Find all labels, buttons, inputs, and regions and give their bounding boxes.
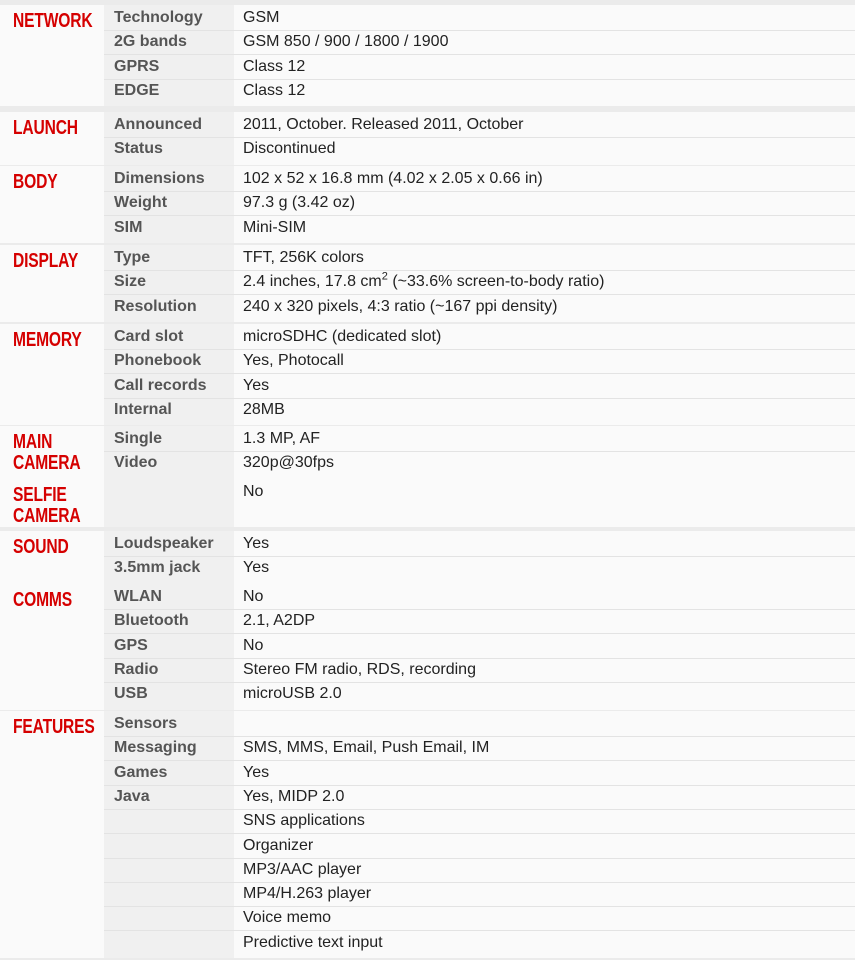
spec-label: Bluetooth — [114, 612, 189, 630]
spec-row — [104, 192, 855, 216]
spec-row — [104, 247, 855, 271]
spec-value-text: SNS applications — [243, 812, 365, 830]
section-category: DISPLAY — [13, 250, 79, 272]
spec-label: 3.5mm jack — [114, 559, 201, 577]
spec-value — [243, 661, 476, 679]
spec-value-text: SMS, MMS, Email, Push Email, IM — [243, 739, 490, 757]
spec-value-text: No — [243, 588, 264, 605]
spec-label: Phonebook — [114, 352, 202, 370]
spec-value — [243, 194, 355, 212]
spec-value-text: 320p@30fps — [243, 454, 334, 472]
spec-value — [243, 559, 269, 577]
spec-label: Java — [114, 787, 150, 805]
spec-value-text: 240 x 320 pixels, 4:3 ratio (~167 ppi density) — [243, 297, 558, 315]
spec-value — [243, 885, 371, 903]
spec-row — [104, 428, 855, 452]
spec-value — [243, 764, 269, 782]
spec-value-text: Yes — [243, 559, 270, 577]
spec-row — [104, 586, 855, 610]
spec-row — [104, 138, 855, 161]
spec-value — [243, 612, 315, 630]
spec-label: Sensors — [114, 715, 178, 732]
spec-value — [243, 116, 523, 134]
spec-value — [243, 837, 313, 855]
spec-row — [104, 810, 855, 834]
spec-value — [243, 58, 305, 76]
spec-section — [0, 324, 855, 425]
spec-value — [243, 9, 279, 27]
section-category: FEATURES — [13, 716, 95, 738]
spec-row — [104, 56, 855, 80]
spec-value-text: No — [243, 483, 264, 500]
spec-row — [104, 375, 855, 399]
spec-value-superscript: 2 — [381, 270, 388, 283]
spec-section — [0, 166, 855, 243]
spec-row — [104, 533, 855, 557]
spec-value-text: 28MB — [243, 400, 285, 418]
spec-row — [104, 326, 855, 350]
spec-section — [0, 584, 855, 710]
spec-value — [243, 170, 543, 188]
spec-row — [104, 737, 855, 761]
spec-label: Call records — [114, 376, 207, 394]
spec-label: Dimensions — [114, 170, 205, 187]
section-category: COMMS — [13, 589, 73, 611]
spec-row — [104, 835, 855, 859]
spec-section — [0, 426, 855, 479]
spec-value-text: Predictive text input — [243, 933, 383, 951]
spec-value-text: MP3/AAC player — [243, 860, 362, 878]
section-category: NETWORK — [13, 10, 93, 32]
spec-label: Card slot — [114, 328, 184, 345]
section-category: SELFIE CAMERA — [13, 484, 81, 527]
spec-value-text: GSM — [243, 9, 280, 26]
spec-row — [104, 932, 855, 955]
spec-label: WLAN — [114, 588, 162, 605]
spec-row — [104, 635, 855, 659]
spec-row — [104, 31, 855, 55]
spec-row — [104, 859, 855, 883]
spec-row — [104, 7, 855, 31]
spec-value-text: microSDHC (dedicated slot) — [243, 328, 442, 345]
spec-section — [0, 479, 855, 527]
section-category: BODY — [13, 171, 58, 193]
spec-value-text: Yes — [243, 535, 270, 552]
spec-row — [104, 610, 855, 634]
spec-label: GPRS — [114, 57, 160, 75]
spec-section — [0, 711, 855, 958]
spec-value — [243, 249, 364, 267]
spec-value — [243, 739, 489, 757]
spec-value — [243, 788, 344, 806]
spec-value-text: Mini-SIM — [243, 218, 307, 236]
spec-value-text: Discontinued — [243, 140, 336, 158]
spec-value-text: 2011, October. Released 2011, October — [243, 116, 524, 133]
spec-value — [243, 270, 605, 291]
spec-value — [243, 328, 441, 346]
spec-value — [243, 298, 557, 316]
spec-value — [243, 685, 342, 703]
spec-label: Technology — [114, 9, 203, 26]
section-category: SOUND — [13, 536, 69, 558]
spec-row — [104, 271, 855, 295]
spec-value — [243, 812, 365, 830]
spec-row — [104, 481, 855, 504]
spec-row — [104, 762, 855, 786]
spec-value — [243, 219, 306, 237]
spec-label: SIM — [114, 218, 143, 236]
spec-label: Messaging — [114, 739, 197, 757]
spec-value-text: Class 12 — [243, 81, 306, 99]
spec-value-text: 2.1, A2DP — [243, 612, 316, 630]
spec-value — [243, 140, 336, 158]
spec-row — [104, 557, 855, 580]
spec-row — [104, 296, 855, 319]
spec-value-text: Yes, Photocall — [243, 352, 344, 370]
section-category: MEMORY — [13, 329, 82, 351]
spec-row — [104, 80, 855, 103]
spec-row — [104, 452, 855, 475]
spec-label: Weight — [114, 194, 168, 212]
spec-value-text: TFT, 256K colors — [243, 249, 364, 266]
spec-label: GPS — [114, 636, 148, 654]
spec-value-text: Voice memo — [243, 909, 332, 927]
spec-value — [243, 430, 320, 448]
spec-section — [0, 245, 855, 322]
spec-value — [243, 377, 269, 395]
spec-label: Announced — [114, 116, 202, 133]
spec-value-text: microUSB 2.0 — [243, 685, 342, 703]
spec-value-text: Yes, MIDP 2.0 — [243, 787, 345, 805]
spec-value-text: 2.4 inches, 17.8 cm — [243, 273, 382, 291]
spec-label: Type — [114, 249, 151, 266]
spec-value — [243, 861, 361, 879]
spec-label: 2G bands — [114, 33, 187, 51]
spec-value-text: Stereo FM radio, RDS, recording — [243, 660, 476, 678]
spec-row — [104, 399, 855, 422]
spec-row — [104, 907, 855, 931]
spec-value — [243, 909, 331, 927]
spec-value-suffix: (~33.6% screen-to-body ratio) — [387, 273, 605, 291]
spec-row — [104, 683, 855, 706]
spec-value-text: No — [243, 636, 264, 654]
spec-row — [104, 713, 855, 737]
spec-value-text: Yes — [243, 376, 270, 394]
spec-value-text: MP4/H.263 player — [243, 885, 372, 903]
spec-value — [243, 352, 344, 370]
spec-value-text: Class 12 — [243, 57, 306, 75]
spec-value — [243, 33, 448, 51]
spec-label: Video — [114, 454, 158, 472]
section-category: MAIN CAMERA — [13, 431, 81, 474]
spec-label: Radio — [114, 660, 159, 678]
spec-value-text: 102 x 52 x 16.8 mm (4.02 x 2.05 x 0.66 in) — [243, 170, 543, 187]
spec-label: Loudspeaker — [114, 535, 214, 552]
spec-value — [243, 637, 263, 655]
spec-row — [104, 168, 855, 192]
spec-label: Games — [114, 763, 168, 781]
spec-label: EDGE — [114, 81, 160, 99]
spec-section — [0, 5, 855, 106]
spec-section — [0, 531, 855, 584]
spec-row — [104, 350, 855, 374]
spec-label: Resolution — [114, 297, 197, 315]
section-category: LAUNCH — [13, 117, 78, 139]
spec-label: Single — [114, 430, 163, 447]
spec-value — [243, 454, 334, 472]
spec-value-text: Organizer — [243, 836, 314, 854]
spec-row — [104, 883, 855, 907]
spec-row — [104, 114, 855, 138]
spec-section — [0, 112, 855, 165]
spec-value-text: Yes — [243, 763, 270, 781]
spec-value-text: GSM 850 / 900 / 1800 / 1900 — [243, 33, 449, 51]
spec-value — [243, 401, 285, 419]
spec-label: Internal — [114, 400, 172, 418]
spec-row — [104, 786, 855, 810]
spec-value — [243, 82, 305, 100]
spec-row — [104, 659, 855, 683]
spec-label: USB — [114, 685, 148, 703]
spec-value — [243, 588, 263, 606]
spec-value — [243, 535, 269, 553]
spec-label: Size — [114, 273, 147, 291]
spec-value — [243, 934, 383, 952]
spec-value-text: 1.3 MP, AF — [243, 430, 321, 447]
spec-value — [243, 483, 263, 501]
spec-row — [104, 217, 855, 240]
spec-label: Status — [114, 140, 163, 158]
spec-value-text: 97.3 g (3.42 oz) — [243, 194, 356, 212]
